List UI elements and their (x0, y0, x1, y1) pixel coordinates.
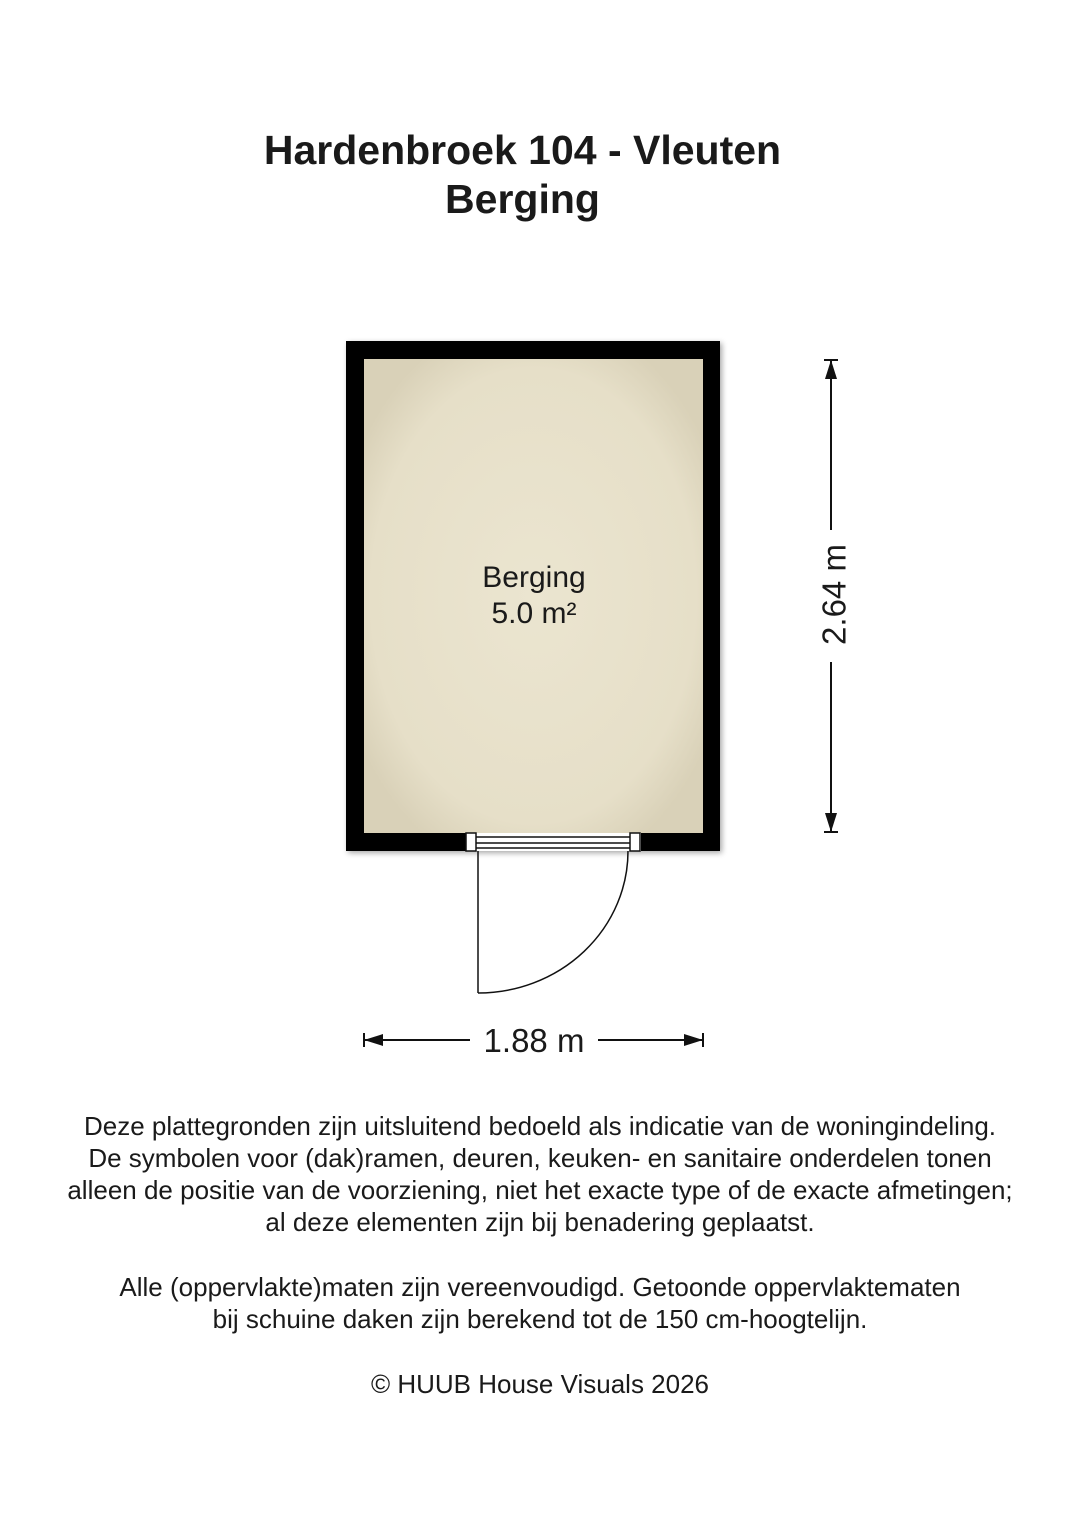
door-symbol (466, 833, 641, 993)
copyright-notice: © HUUB House Visuals 2026 (370, 1369, 710, 1399)
room-floor (364, 359, 703, 833)
disclaimer-line: alleen de positie van de voorziening, niet het exacte type of de exacte afmetingen; (67, 1175, 1013, 1205)
disclaimer-line: al deze elementen zijn bij benadering geplaatst. (265, 1207, 815, 1237)
disclaimer-line: De symbolen voor (dak)ramen, deuren, keuken- en sanitaire onderdelen tonen (88, 1143, 992, 1173)
plan-subtitle: Berging (445, 176, 600, 222)
disclaimer-line: bij schuine daken zijn berekend tot de 150 cm-hoogtelijn. (212, 1304, 868, 1334)
height-dimension-label: 2.64 m (815, 544, 853, 645)
disclaimer-line: Alle (oppervlakte)maten zijn vereenvoudigd. Getoonde oppervlaktematen (119, 1272, 961, 1302)
disclaimer-line: Deze plattegronden zijn uitsluitend bedoeld als indicatie van de woningindeling. (83, 1111, 997, 1141)
plan-title: Hardenbroek 104 - Vleuten (263, 127, 782, 173)
width-dimension-label: 1.88 m (470, 1024, 598, 1057)
room-name-label: Berging (482, 561, 586, 594)
room-area-label: 5.0 m² (491, 597, 577, 630)
